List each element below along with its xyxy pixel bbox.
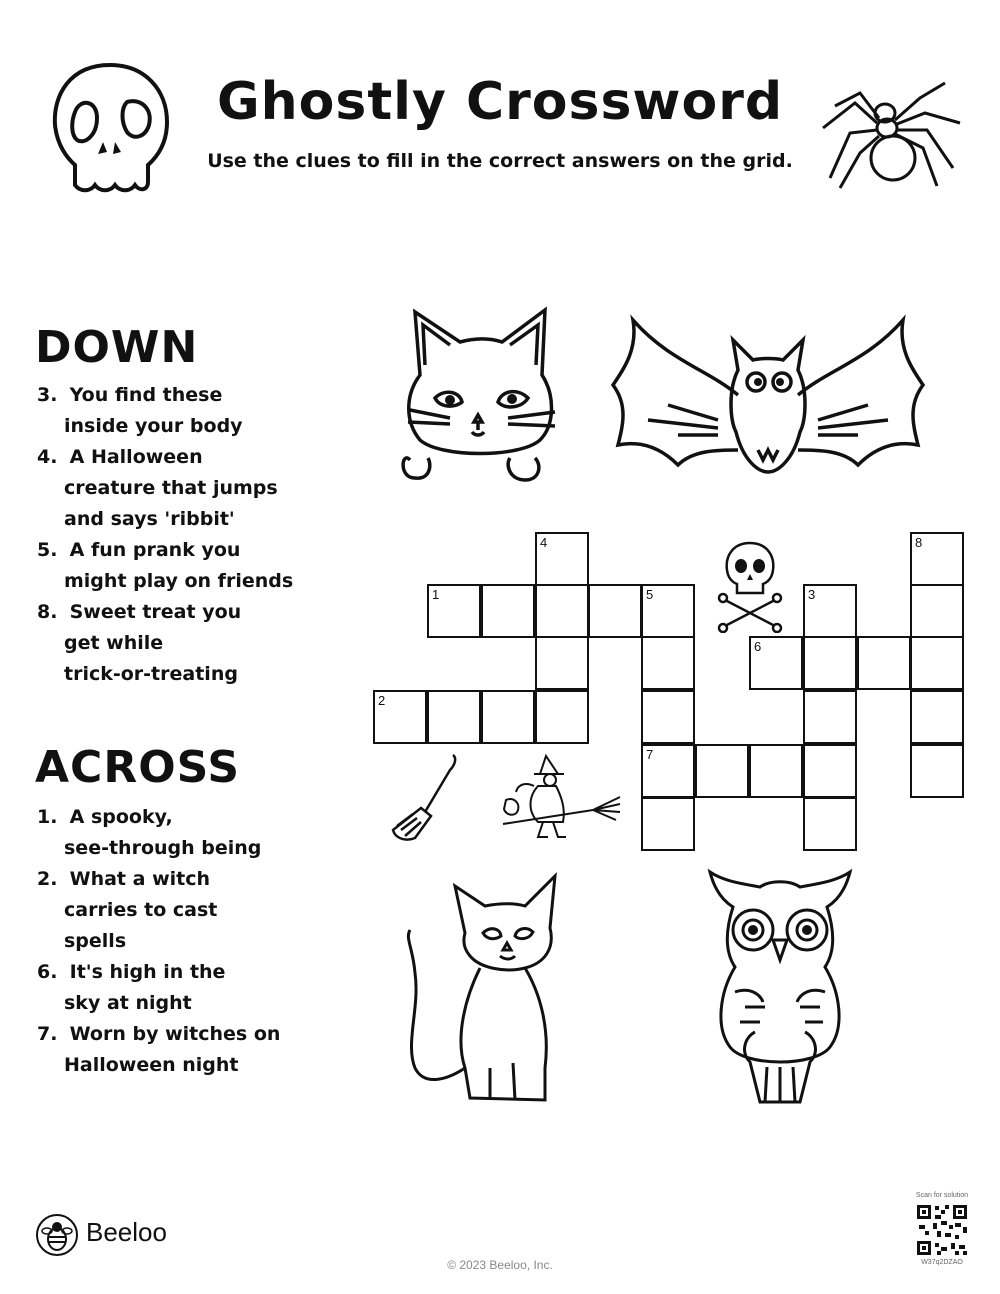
across-clue-1 — [37, 802, 337, 864]
clue-number: 2. — [37, 868, 58, 890]
broom-icon — [385, 750, 465, 845]
qr-code-id: W37q2DZAO — [921, 1259, 963, 1266]
grid-cell[interactable] — [373, 690, 427, 744]
grid-cell[interactable] — [803, 797, 857, 851]
grid-cell[interactable] — [749, 636, 803, 690]
across-clue-2 — [37, 864, 337, 957]
grid-cell[interactable] — [535, 636, 589, 690]
clue-number: 3. — [37, 384, 58, 406]
grid-cell[interactable] — [535, 584, 589, 638]
skull-icon — [45, 60, 175, 200]
page-subtitle: Use the clues to fill in the correct answers on the grid. — [207, 150, 793, 172]
grid-cell[interactable] — [641, 690, 695, 744]
clue-text: get while — [64, 632, 164, 654]
clue-text: You find these — [69, 384, 223, 406]
brand-name: Beeloo — [86, 1217, 167, 1247]
clue-text: trick-or-treating — [64, 663, 238, 685]
grid-cell[interactable] — [481, 584, 535, 638]
owl-icon — [705, 862, 855, 1107]
clue-number: 8. — [37, 601, 58, 623]
across-heading: ACROSS — [35, 742, 241, 793]
witch-icon — [498, 752, 623, 844]
qr-caption: Scan for solution — [915, 1192, 969, 1199]
copyright: © 2023 Beeloo, Inc. — [447, 1258, 553, 1272]
cell-number: 7 — [646, 747, 654, 762]
clue-text: sky at night — [64, 992, 192, 1014]
down-clue-3 — [37, 380, 337, 442]
cell-number: 1 — [432, 587, 440, 602]
clue-number: 4. — [37, 446, 58, 468]
clue-text: A spooky, — [69, 806, 173, 828]
down-clue-8 — [37, 597, 337, 690]
grid-cell[interactable] — [749, 744, 803, 798]
across-clue-list — [37, 802, 337, 1081]
cell-number: 6 — [754, 639, 762, 654]
clue-number: 1. — [37, 806, 58, 828]
grid-cell[interactable] — [427, 584, 481, 638]
across-clue-7 — [37, 1019, 337, 1081]
down-heading: DOWN — [35, 322, 199, 373]
clue-text: Halloween night — [64, 1054, 239, 1076]
cell-number: 2 — [378, 693, 386, 708]
grid-cell[interactable] — [641, 636, 695, 690]
sitting-cat-icon — [395, 868, 565, 1108]
clue-text: It's high in the — [69, 961, 226, 983]
bee-logo-icon — [35, 1213, 79, 1257]
cat-face-icon — [390, 300, 570, 495]
grid-cell[interactable] — [910, 744, 964, 798]
clue-number: 7. — [37, 1023, 58, 1045]
clue-number: 5. — [37, 539, 58, 561]
grid-cell[interactable] — [803, 636, 857, 690]
clue-text: might play on friends — [64, 570, 294, 592]
clue-text: Worn by witches on — [69, 1023, 281, 1045]
down-clue-5 — [37, 535, 337, 597]
down-clue-list — [37, 380, 337, 690]
grid-cell[interactable] — [427, 690, 481, 744]
qr-code-icon[interactable] — [915, 1203, 969, 1257]
grid-cell[interactable] — [535, 532, 589, 586]
clue-number: 6. — [37, 961, 58, 983]
page-title: Ghostly Crossword — [216, 72, 784, 132]
skull-crossbones-icon — [715, 538, 785, 633]
grid-cell[interactable] — [481, 690, 535, 744]
across-clue-6 — [37, 957, 337, 1019]
clue-text: A fun prank you — [69, 539, 241, 561]
grid-cell[interactable] — [857, 636, 911, 690]
clue-text: creature that jumps — [64, 477, 278, 499]
clue-text: and says 'ribbit' — [64, 508, 235, 530]
grid-cell[interactable] — [910, 636, 964, 690]
clue-text: A Halloween — [69, 446, 203, 468]
clue-text: What a witch — [69, 868, 211, 890]
down-clue-4 — [37, 442, 337, 535]
clue-text: see-through being — [64, 837, 262, 859]
grid-cell[interactable] — [641, 797, 695, 851]
grid-cell[interactable] — [535, 690, 589, 744]
grid-cell[interactable] — [910, 532, 964, 586]
grid-cell[interactable] — [803, 584, 857, 638]
cell-number: 4 — [540, 535, 548, 550]
spider-icon — [815, 68, 965, 193]
cell-number: 5 — [646, 587, 654, 602]
grid-cell[interactable] — [910, 584, 964, 638]
grid-cell[interactable] — [910, 690, 964, 744]
cell-number: 8 — [915, 535, 923, 550]
cell-number: 3 — [808, 587, 816, 602]
grid-cell[interactable] — [588, 584, 642, 638]
grid-cell[interactable] — [803, 744, 857, 798]
bat-icon — [608, 310, 928, 480]
clue-text: inside your body — [64, 415, 243, 437]
grid-cell[interactable] — [695, 744, 749, 798]
grid-cell[interactable] — [641, 744, 695, 798]
grid-cell[interactable] — [803, 690, 857, 744]
clue-text: carries to cast — [64, 899, 218, 921]
grid-cell[interactable] — [641, 584, 695, 638]
clue-text: spells — [64, 930, 127, 952]
clue-text: Sweet treat you — [69, 601, 242, 623]
